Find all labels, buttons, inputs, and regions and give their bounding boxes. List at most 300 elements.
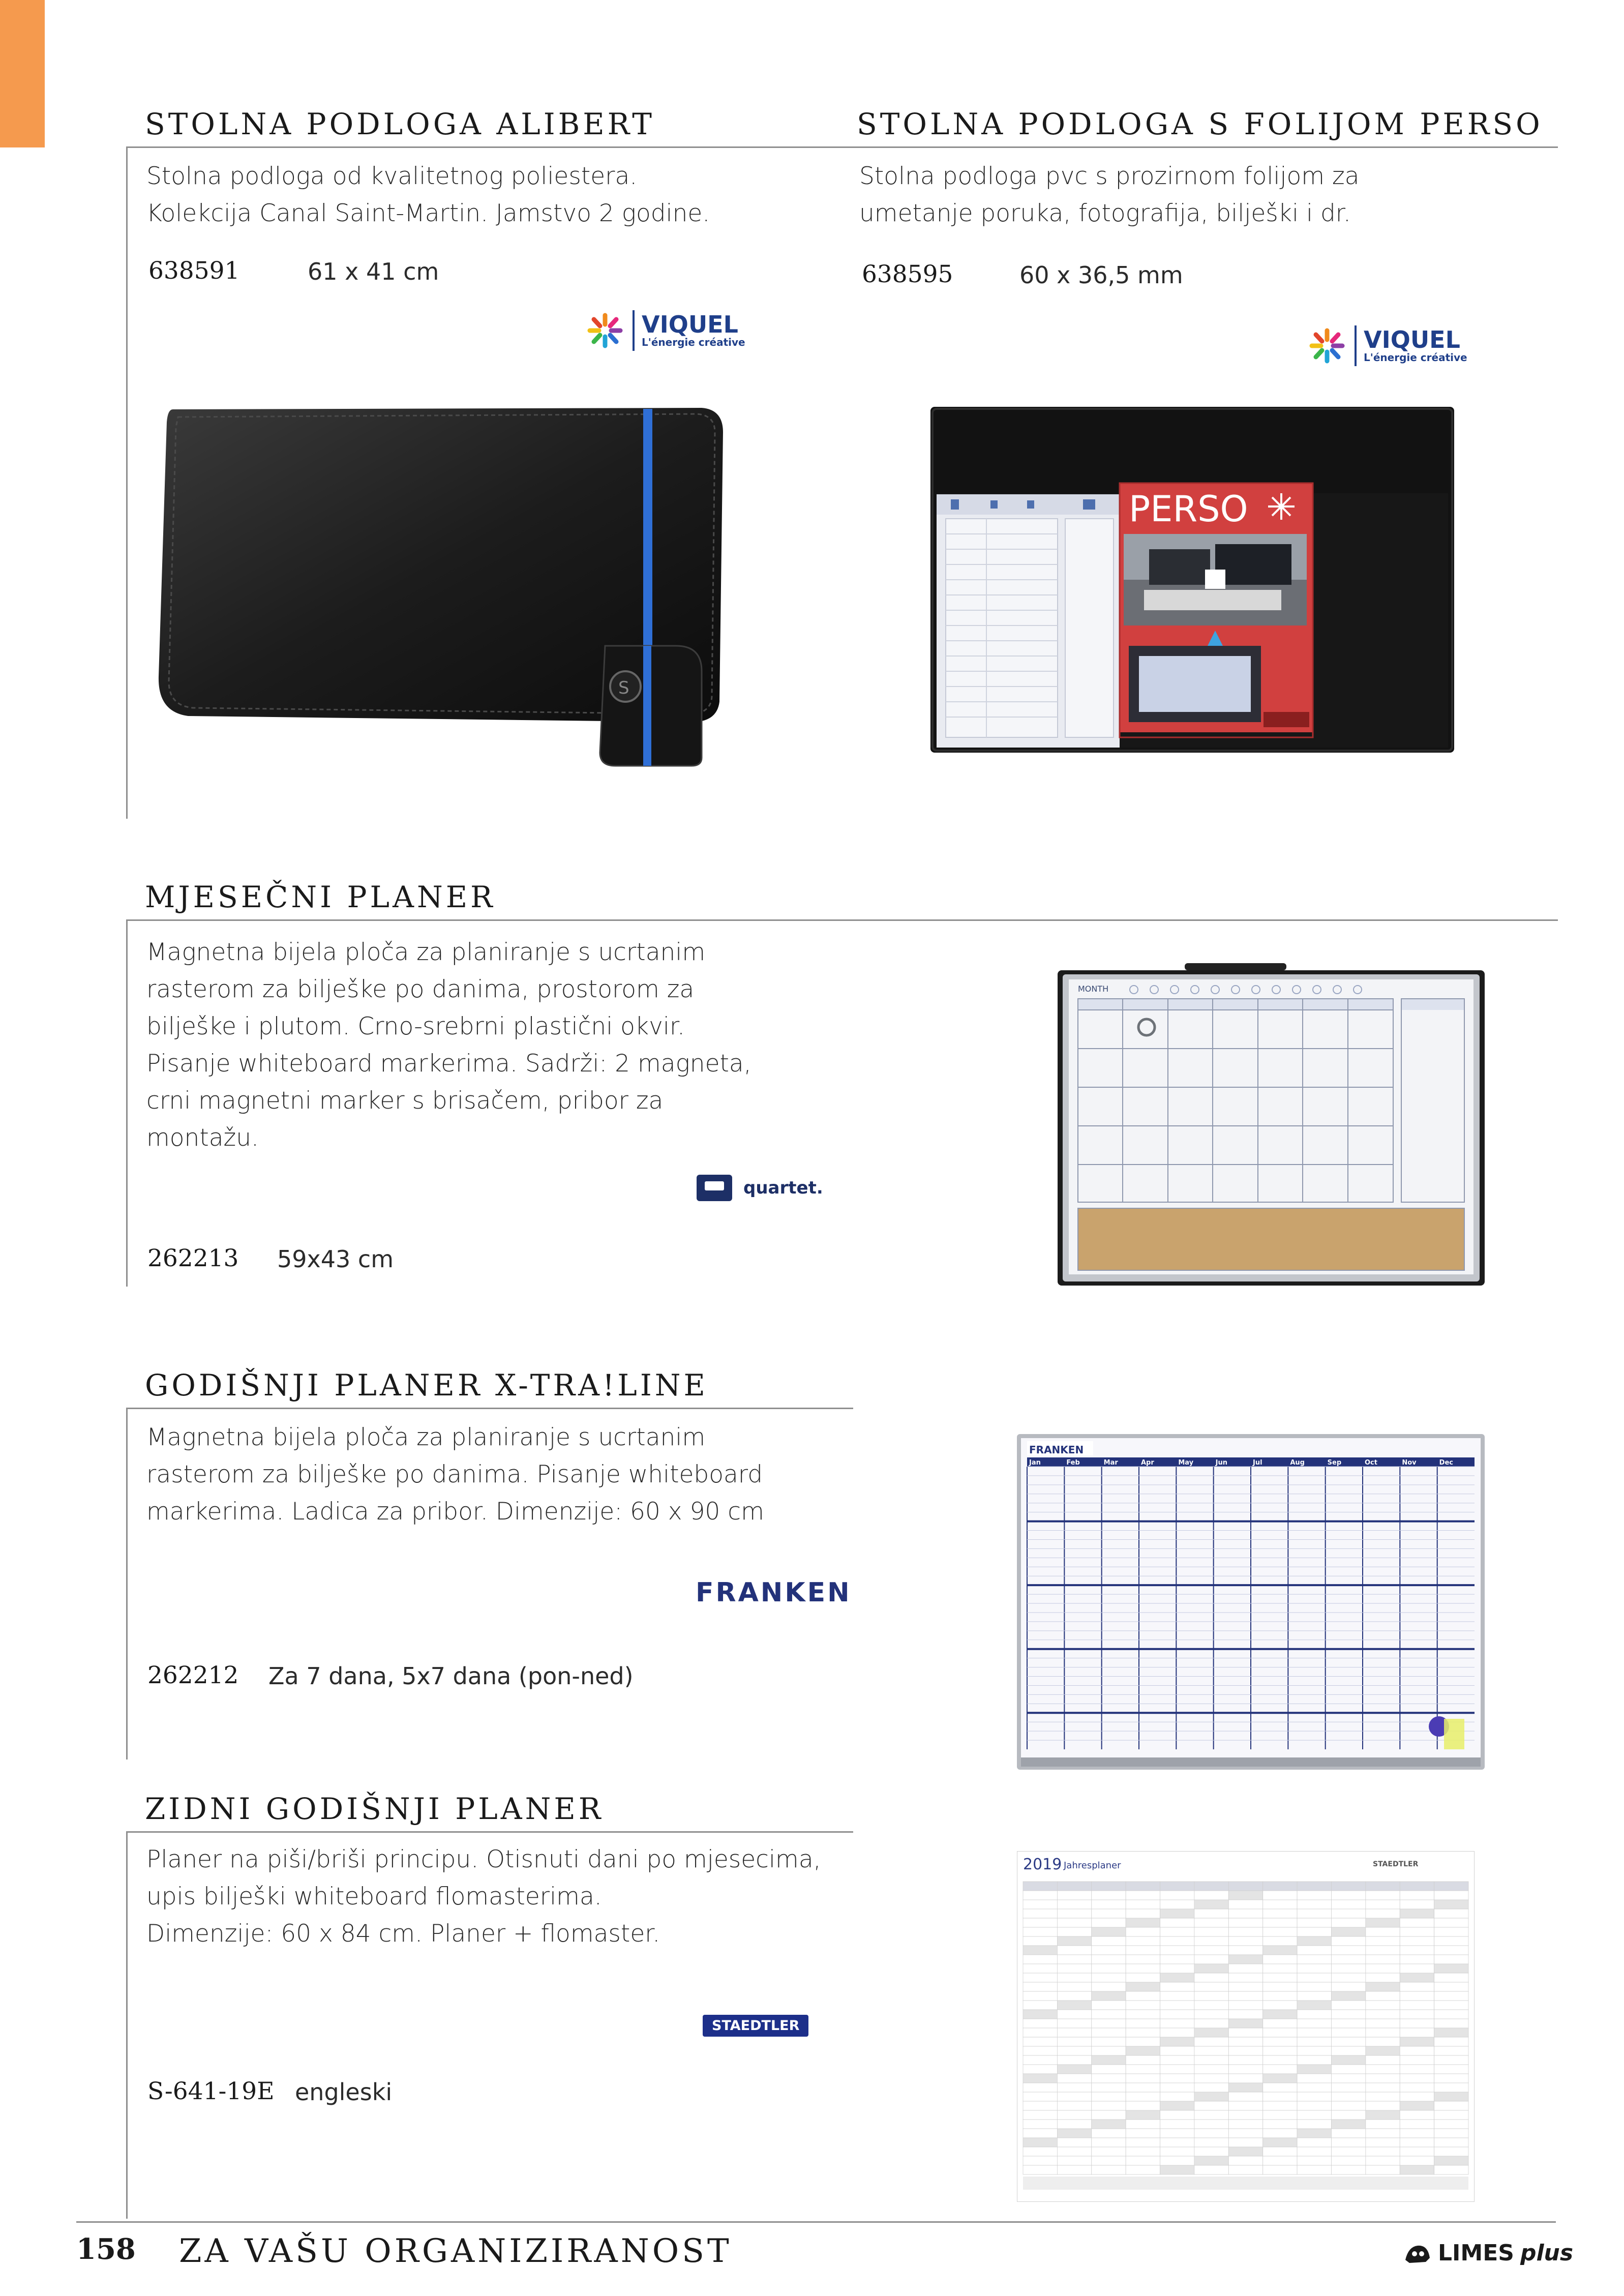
- wall-planner-cell: [1366, 2028, 1400, 2037]
- wall-planner-cell: [1057, 2065, 1091, 2074]
- wall-planner-cell: [1228, 2037, 1262, 2046]
- description-line: crni magnetni marker s brisačem, pribor za: [146, 1087, 664, 1115]
- wall-planner-cell: [1263, 2165, 1297, 2174]
- wall-planner-cell: [1126, 2019, 1160, 2028]
- wall-planner-cell: [1228, 2046, 1262, 2055]
- wall-planner-cell: [1297, 1955, 1331, 1964]
- wall-planner-cell: [1228, 2065, 1262, 2074]
- wall-planner-cell: [1194, 2019, 1228, 2028]
- wall-planner-cell: [1194, 1955, 1228, 1964]
- wall-planner-cell: [1400, 1964, 1434, 1973]
- wall-planner-cell: [1434, 1891, 1468, 1900]
- quartet-mark-icon: [697, 1175, 732, 1201]
- wall-planner-cell: [1331, 1882, 1365, 1891]
- wall-planner-cell: [1126, 1918, 1160, 1927]
- wall-planner-cell: [1297, 2092, 1331, 2101]
- wall-planner-cell: [1297, 2055, 1331, 2065]
- wall-planner-cell: [1228, 2101, 1262, 2110]
- wall-planner-cell: [1023, 1918, 1057, 1927]
- wall-planner-cell: [1366, 2083, 1400, 2092]
- wall-planner-cell: [1228, 2055, 1262, 2065]
- wall-planner-cell: [1263, 2156, 1297, 2165]
- wall-planner-cell: [1092, 2120, 1126, 2129]
- wall-planner-cell: [1366, 1909, 1400, 1918]
- wall-planner-cell: [1331, 2120, 1365, 2129]
- wall-planner-cell: [1228, 1955, 1262, 1964]
- wall-planner-cell: [1160, 1936, 1194, 1946]
- wall-planner-cell: [1023, 1982, 1057, 1991]
- wall-planner-cell: [1400, 1946, 1434, 1955]
- wall-planner-cell: [1194, 2083, 1228, 2092]
- wall-planner-cell: [1057, 2019, 1091, 2028]
- wall-planner-cell: [1331, 2074, 1365, 2083]
- wall-planner-cell: [1434, 2001, 1468, 2010]
- wall-planner-cell: [1263, 2147, 1297, 2156]
- wall-planner-cell: [1160, 2037, 1194, 2046]
- product-title: STOLNA PODLOGA S FOLIJOM PERSO: [857, 107, 1543, 141]
- wall-planner-cell: [1126, 1936, 1160, 1946]
- wall-planner-cell: [1160, 2028, 1194, 2037]
- wall-planner-cell: [1092, 2010, 1126, 2019]
- wall-planner-cell: [1126, 1882, 1160, 1891]
- wall-planner-cell: [1160, 2046, 1194, 2055]
- wall-planner-cell: [1160, 1964, 1194, 1973]
- product-size: engleski: [295, 2078, 393, 2106]
- wall-planner-cell: [1194, 2055, 1228, 2065]
- wall-planner-cell: [1434, 2110, 1468, 2120]
- wall-planner-cell: [1331, 1946, 1365, 1955]
- wall-planner-cell: [1434, 1900, 1468, 1909]
- description-line: Planer na piši/briši principu. Otisnuti dani po mjesecima,: [146, 1845, 821, 1873]
- year-planner-month-label: Aug: [1290, 1459, 1305, 1467]
- page-number: 158: [76, 2232, 136, 2266]
- wall-planner-cell: [1263, 1909, 1297, 1918]
- wall-planner-cell: [1023, 2055, 1057, 2065]
- wall-planner-cell: [1331, 1955, 1365, 1964]
- wall-planner-cell: [1126, 1909, 1160, 1918]
- perso-pad-image: [930, 407, 1454, 753]
- wall-planner-cell: [1126, 1982, 1160, 1991]
- wall-planner-cell: [1366, 1982, 1400, 1991]
- wall-planner-cell: [1023, 1973, 1057, 1982]
- wall-planner-cell: [1263, 2074, 1297, 2083]
- product-description: [146, 934, 807, 1156]
- logo-separator: [633, 310, 635, 351]
- wall-planner-cell: [1194, 2037, 1228, 2046]
- wall-planner-cell: [1434, 2074, 1468, 2083]
- wall-planner-cell: [1366, 2055, 1400, 2065]
- wall-planner-cell: [1400, 2074, 1434, 2083]
- wall-planner-cell: [1366, 2129, 1400, 2138]
- wall-planner-cell: [1331, 2092, 1365, 2101]
- wall-planner-cell: [1434, 1982, 1468, 1991]
- wall-planner-cell: [1331, 2037, 1365, 2046]
- wall-planner-cell: [1400, 2120, 1434, 2129]
- brand-name: VIQUEL: [642, 311, 738, 338]
- wall-planner-cell: [1160, 1891, 1194, 1900]
- wall-planner-cell: [1366, 1918, 1400, 1927]
- wall-planner-cell: [1092, 2083, 1126, 2092]
- wall-planner-cell: [1331, 1936, 1365, 1946]
- wall-planner-cell: [1297, 2046, 1331, 2055]
- wall-planner-cell: [1434, 2101, 1468, 2110]
- wall-planner-cell: [1400, 2037, 1434, 2046]
- wall-planner-cell: [1057, 2156, 1091, 2165]
- viquel-logo: [585, 310, 745, 351]
- wall-planner-cell: [1023, 2138, 1057, 2147]
- wall-planner-cell: [1297, 1891, 1331, 1900]
- wall-planner-cell: [1092, 1891, 1126, 1900]
- wall-planner-cell: [1434, 1991, 1468, 2001]
- wall-planner-cell: [1400, 2019, 1434, 2028]
- wall-planner-cell: [1092, 2147, 1126, 2156]
- section-tab: [0, 0, 45, 147]
- product-code: S-641-19E: [147, 2077, 275, 2105]
- wall-planner-cell: [1126, 2074, 1160, 2083]
- wall-planner-cell: [1263, 2065, 1297, 2074]
- wall-planner-cell: [1228, 2147, 1262, 2156]
- brand-name: quartet.: [743, 1178, 823, 1198]
- wall-planner-cell: [1160, 2001, 1194, 2010]
- wall-planner-cell: [1434, 1955, 1468, 1964]
- wall-planner-cell: [1366, 1927, 1400, 1936]
- wall-planner-cell: [1023, 2001, 1057, 2010]
- wall-planner-cell: [1263, 2083, 1297, 2092]
- wall-planner-cell: [1366, 2046, 1400, 2055]
- description-line: rasterom za bilješke po danima. Pisanje whiteboard: [146, 1460, 763, 1488]
- wall-planner-cell: [1263, 1882, 1297, 1891]
- wall-planner-cell: [1400, 1927, 1434, 1936]
- wall-planner-cell: [1366, 1955, 1400, 1964]
- wall-planner-cell: [1023, 2165, 1057, 2174]
- wall-planner-cell: [1434, 1882, 1468, 1891]
- wall-planner-cell: [1263, 1982, 1297, 1991]
- wall-planner-cell: [1194, 1927, 1228, 1936]
- wall-planner-brand: STAEDTLER: [1373, 1860, 1419, 1868]
- limes-plus-logo: [1403, 2240, 1573, 2266]
- wall-planner-cell: [1366, 2019, 1400, 2028]
- wall-planner-cell: [1434, 1909, 1468, 1918]
- wall-planner-cell: [1092, 2165, 1126, 2174]
- wall-planner-cell: [1263, 2138, 1297, 2147]
- wall-planner-cell: [1434, 1946, 1468, 1955]
- wall-planner-cell: [1228, 2165, 1262, 2174]
- wall-planner-cell: [1263, 2010, 1297, 2019]
- year-planner-month-label: Feb: [1066, 1459, 1080, 1467]
- description-line: markerima. Ladica za pribor. Dimenzije: 60 x 90 cm: [146, 1498, 764, 1526]
- wall-planner-cell: [1400, 1918, 1434, 1927]
- wall-planner-cell: [1366, 2110, 1400, 2120]
- wall-planner-cell: [1263, 1891, 1297, 1900]
- wall-planner-cell: [1263, 1946, 1297, 1955]
- wall-planner-cell: [1297, 2037, 1331, 2046]
- wall-planner-cell: [1297, 1918, 1331, 1927]
- product-code: 638591: [148, 257, 240, 285]
- wall-planner-cell: [1092, 1964, 1126, 1973]
- wall-planner-cell: [1194, 2028, 1228, 2037]
- wall-planner-cell: [1366, 2101, 1400, 2110]
- product-size: 60 x 36,5 mm: [1019, 261, 1183, 289]
- wall-planner-cell: [1400, 2129, 1434, 2138]
- wall-planner-cell: [1126, 2028, 1160, 2037]
- wall-planner-cell: [1057, 2129, 1091, 2138]
- wall-planner-cell: [1194, 2138, 1228, 2147]
- wall-planner-cell: [1331, 2019, 1365, 2028]
- wall-planner-cell: [1194, 1936, 1228, 1946]
- wall-planner-cell: [1057, 1955, 1091, 1964]
- wall-planner-cell: [1160, 1982, 1194, 1991]
- wall-planner-cell: [1126, 2129, 1160, 2138]
- description-line: bilješke i plutom. Crno-srebrni plastični okvir.: [146, 1012, 685, 1040]
- wall-planner-cell: [1434, 2065, 1468, 2074]
- wall-planner-cell: [1228, 1964, 1262, 1973]
- wall-planner-cell: [1228, 2019, 1262, 2028]
- brand-name: VIQUEL: [1364, 326, 1460, 353]
- wall-planner-cell: [1126, 1927, 1160, 1936]
- wall-planner-cell: [1092, 2138, 1126, 2147]
- wall-planner-cell: [1331, 2065, 1365, 2074]
- wall-planner-cell: [1297, 1964, 1331, 1973]
- wall-planner-cell: [1057, 2037, 1091, 2046]
- wall-planner-cell: [1434, 2055, 1468, 2065]
- wall-planner-cell: [1023, 2147, 1057, 2156]
- description-line: Kolekcija Canal Saint-Martin. Jamstvo 2 godine.: [146, 199, 710, 227]
- wall-planner-cell: [1331, 1991, 1365, 2001]
- wall-planner-cell: [1400, 2055, 1434, 2065]
- wall-planner-cell: [1160, 2156, 1194, 2165]
- viquel-flower-icon: [585, 310, 625, 351]
- wall-planner-cell: [1366, 2092, 1400, 2101]
- wall-planner-cell: [1400, 2101, 1434, 2110]
- wall-planner-cell: [1263, 1927, 1297, 1936]
- wall-planner-cell: [1228, 1918, 1262, 1927]
- wall-planner-cell: [1228, 1882, 1262, 1891]
- product-size: Za 7 dana, 5x7 dana (pon-ned): [268, 1662, 634, 1690]
- staedtler-logo: STAEDTLER: [703, 2015, 808, 2037]
- wall-planner-cell: [1331, 2055, 1365, 2065]
- wall-planner-cell: [1434, 2147, 1468, 2156]
- wall-planner-cell: [1331, 1891, 1365, 1900]
- wall-planner-cell: [1092, 1946, 1126, 1955]
- wall-planner-cell: [1057, 1946, 1091, 1955]
- wall-planner-cell: [1434, 2165, 1468, 2174]
- wall-planner-cell: [1434, 2120, 1468, 2129]
- product-title: ZIDNI GODIŠNJI PLANER: [145, 1792, 604, 1826]
- title-underline: [126, 146, 853, 148]
- description-line: Magnetna bijela ploča za planiranje s ucrtanim: [146, 938, 706, 966]
- wall-planner-cell: [1194, 2046, 1228, 2055]
- title-underline: [126, 1831, 853, 1833]
- wall-planner-cell: [1194, 2120, 1228, 2129]
- board-label: FRANKEN: [1029, 1444, 1084, 1456]
- wall-planner-cell: [1400, 2110, 1434, 2120]
- title-underline: [126, 1408, 853, 1409]
- wall-planner-cell: [1057, 2028, 1091, 2037]
- year-planner-month-label: Jan: [1029, 1459, 1041, 1467]
- wall-planner-cell: [1297, 2010, 1331, 2019]
- wall-planner-cell: [1263, 2055, 1297, 2065]
- wall-planner-cell: [1331, 2028, 1365, 2037]
- wall-planner-cell: [1297, 1936, 1331, 1946]
- wall-planner-cell: [1057, 1891, 1091, 1900]
- wall-planner-cell: [1092, 2028, 1126, 2037]
- wall-planner-cell: [1160, 1909, 1194, 1918]
- wall-planner-cell: [1160, 2129, 1194, 2138]
- wall-planner-cell: [1297, 2120, 1331, 2129]
- wall-planner-cell: [1400, 1991, 1434, 2001]
- wall-planner-cell: [1160, 1973, 1194, 1982]
- wall-planner-cell: [1126, 2065, 1160, 2074]
- wall-planner-cell: [1400, 1936, 1434, 1946]
- wall-planner-cell: [1023, 1946, 1057, 1955]
- wall-planner-cell: [1263, 1991, 1297, 2001]
- wall-planner-cell: [1434, 2019, 1468, 2028]
- wall-planner-cell: [1126, 1900, 1160, 1909]
- wall-planner-cell: [1126, 2055, 1160, 2065]
- wall-planner-cell: [1400, 2028, 1434, 2037]
- wall-planner-cell: [1160, 2165, 1194, 2174]
- year-planner-month-label: Dec: [1439, 1459, 1453, 1467]
- wall-planner-cell: [1263, 1955, 1297, 1964]
- wall-planner-cell: [1194, 2001, 1228, 2010]
- wall-planner-cell: [1057, 1918, 1091, 1927]
- wall-planner-cell: [1057, 2055, 1091, 2065]
- wall-planner-cell: [1400, 2092, 1434, 2101]
- wall-planner-cell: [1331, 1909, 1365, 1918]
- product-description: [146, 1841, 858, 1952]
- wall-planner-cell: [1263, 1973, 1297, 1982]
- wall-planner-cell: [1160, 2074, 1194, 2083]
- wall-planner-cell: [1126, 1991, 1160, 2001]
- title-underline: [853, 146, 1558, 148]
- wall-planner-cell: [1297, 2129, 1331, 2138]
- wall-planner-cell: [1297, 1882, 1331, 1891]
- wall-planner-cell: [1057, 1909, 1091, 1918]
- wall-planner-cell: [1331, 2001, 1365, 2010]
- wall-planner-cell: [1194, 1982, 1228, 1991]
- wall-planner-cell: [1023, 2129, 1057, 2138]
- wall-planner-cell: [1331, 1918, 1365, 1927]
- wall-planner-cell: [1263, 2028, 1297, 2037]
- wall-planner-cell: [1092, 2046, 1126, 2055]
- wall-planner-cell: [1366, 2120, 1400, 2129]
- wall-planner-cell: [1023, 2065, 1057, 2074]
- wall-planner-cell: [1228, 2129, 1262, 2138]
- wall-planner-cell: [1057, 2147, 1091, 2156]
- wall-planner-cell: [1023, 2028, 1057, 2037]
- wall-planner-cell: [1263, 1964, 1297, 1973]
- wall-planner-cell: [1057, 2101, 1091, 2110]
- month-planner-image: [1058, 961, 1485, 1287]
- wall-planner-cell: [1092, 1955, 1126, 1964]
- wall-planner-cell: [1023, 1927, 1057, 1936]
- wall-planner-image: [1017, 1851, 1475, 2202]
- wall-planner-cell: [1228, 2074, 1262, 2083]
- description-line: montažu.: [146, 1124, 259, 1152]
- limes-brand-suffix: plus: [1520, 2240, 1574, 2266]
- wall-planner-cell: [1126, 1891, 1160, 1900]
- wall-planner-cell: [1297, 2101, 1331, 2110]
- footer-section-title: ZA VAŠU ORGANIZIRANOST: [179, 2232, 732, 2270]
- wall-planner-cell: [1160, 2019, 1194, 2028]
- product-code: 262212: [147, 1661, 239, 1689]
- wall-planner-cell: [1057, 2110, 1091, 2120]
- wall-planner-cell: [1092, 2101, 1126, 2110]
- wall-planner-cell: [1126, 2138, 1160, 2147]
- wall-planner-cell: [1092, 1973, 1126, 1982]
- wall-planner-cell: [1160, 1918, 1194, 1927]
- wall-planner-cell: [1194, 2129, 1228, 2138]
- wall-planner-cell: [1057, 1900, 1091, 1909]
- wall-planner-cell: [1092, 2156, 1126, 2165]
- wall-planner-cell: [1366, 1882, 1400, 1891]
- wall-planner-cell: [1023, 1991, 1057, 2001]
- wall-planner-cell: [1366, 2074, 1400, 2083]
- wall-planner-cell: [1434, 2010, 1468, 2019]
- wall-planner-cell: [1194, 2156, 1228, 2165]
- wall-planner-cell: [1297, 2147, 1331, 2156]
- wall-planner-cell: [1400, 2010, 1434, 2019]
- wall-planner-cell: [1194, 1973, 1228, 1982]
- wall-planner-cell: [1331, 1982, 1365, 1991]
- wall-planner-cell: [1057, 2001, 1091, 2010]
- wall-planner-cell: [1263, 2110, 1297, 2120]
- wall-planner-cell: [1228, 2156, 1262, 2165]
- wall-planner-cell: [1366, 2065, 1400, 2074]
- wall-planner-cell: [1366, 2156, 1400, 2165]
- wall-planner-cell: [1023, 2010, 1057, 2019]
- wall-planner-cell: [1126, 2101, 1160, 2110]
- year-planner-month-label: Mar: [1103, 1459, 1118, 1467]
- wall-planner-cell: [1434, 1918, 1468, 1927]
- wall-planner-cell: [1194, 2074, 1228, 2083]
- product-description: [146, 1419, 807, 1530]
- wall-planner-cell: [1297, 1909, 1331, 1918]
- wall-planner-cell: [1331, 2101, 1365, 2110]
- wall-planner-cell: [1366, 1936, 1400, 1946]
- wall-planner-cell: [1400, 1900, 1434, 1909]
- wall-planner-cell: [1263, 2120, 1297, 2129]
- wall-planner-cell: [1092, 2055, 1126, 2065]
- wall-planner-cell: [1194, 2101, 1228, 2110]
- wall-planner-cell: [1160, 1882, 1194, 1891]
- wall-planner-cell: [1228, 1973, 1262, 1982]
- wall-planner-cell: [1331, 2010, 1365, 2019]
- wall-planner-cell: [1400, 2147, 1434, 2156]
- wall-planner-cell: [1160, 2138, 1194, 2147]
- year-planner-month-label: Jul: [1253, 1459, 1262, 1467]
- wall-planner-cell: [1194, 2147, 1228, 2156]
- year-planner-month-label: Jun: [1215, 1459, 1228, 1467]
- wall-planner-cell: [1160, 2055, 1194, 2065]
- description-line: Stolna podloga od kvalitetnog poliestera.: [146, 162, 638, 190]
- year-planner-month-label: Sep: [1327, 1459, 1342, 1467]
- svg-text:S: S: [618, 678, 629, 698]
- product-title: MJESEČNI PLANER: [145, 880, 496, 914]
- wall-planner-cell: [1194, 1900, 1228, 1909]
- wall-planner-cell: [1297, 1900, 1331, 1909]
- wall-planner-cell: [1297, 1946, 1331, 1955]
- wall-planner-cell: [1023, 2046, 1057, 2055]
- wall-planner-cell: [1228, 1900, 1262, 1909]
- wall-planner-cell: [1126, 2037, 1160, 2046]
- wall-planner-cell: [1434, 2129, 1468, 2138]
- description-line: umetanje poruka, fotografija, bilješki i dr.: [859, 199, 1351, 227]
- wall-planner-cell: [1366, 1964, 1400, 1973]
- wall-planner-cell: [1160, 1955, 1194, 1964]
- wall-planner-cell: [1092, 2074, 1126, 2083]
- wall-planner-cell: [1023, 2083, 1057, 2092]
